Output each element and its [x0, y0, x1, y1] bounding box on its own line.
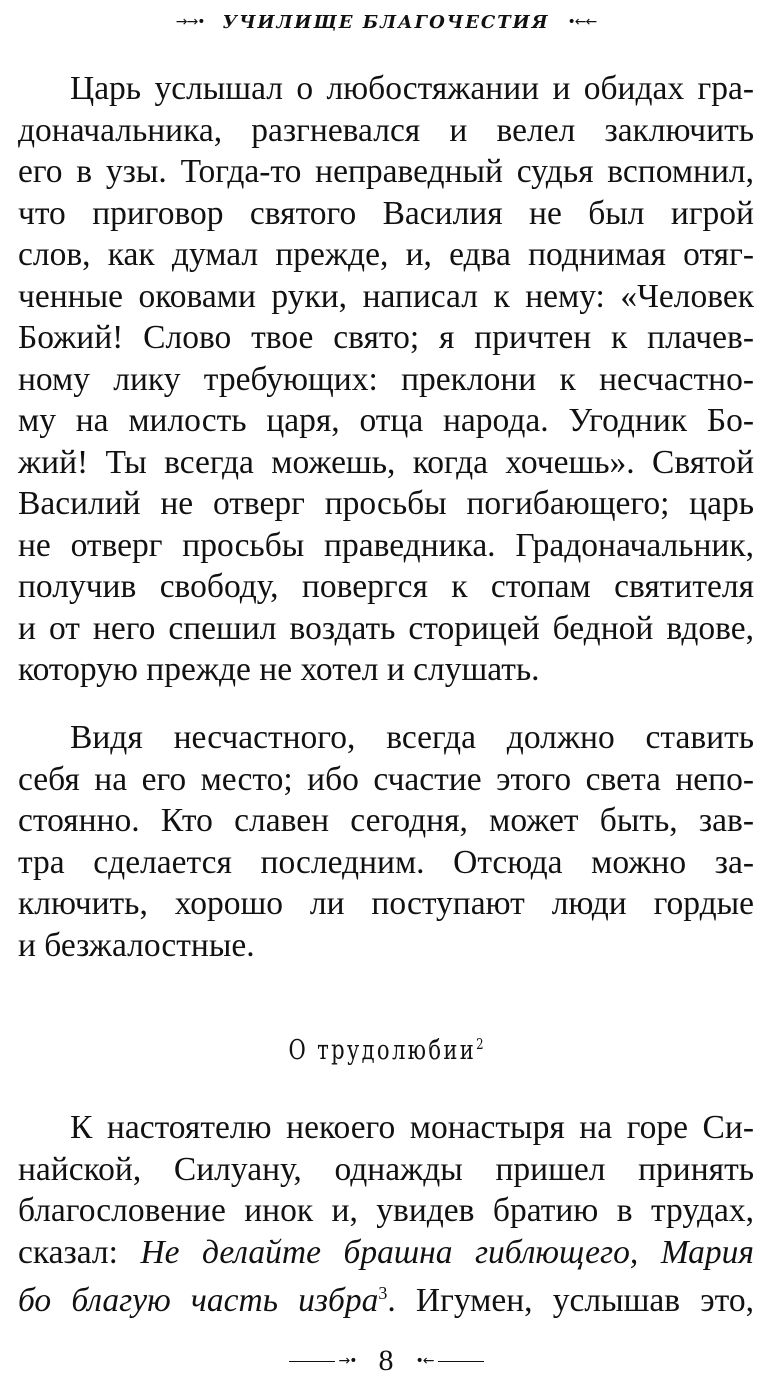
right-ornament: •←← [567, 14, 597, 30]
text-line: и безжалостные. [18, 926, 255, 964]
text-line: тра сделается последним. Отсюда можно за- [18, 843, 754, 881]
text-line: благословение инок и, увидев братию в трудах, [18, 1192, 754, 1229]
page-footer [0, 1343, 772, 1379]
text-line [18, 1232, 754, 1274]
text-line: жий! Ты всегда можешь, когда хочешь». Святой [18, 443, 754, 481]
text-line: что приговор святого Василия не был игрой [18, 194, 754, 232]
paragraph-1 [18, 68, 754, 691]
text-line: му на милость царя, отца народа. Угодник Бо- [18, 402, 754, 439]
running-header [0, 8, 772, 36]
divider-line [438, 1361, 484, 1362]
text-line: получив свободу, повергся к стопам святителя [18, 568, 754, 605]
text-line: не отверг просьбы праведника. Градоначальник, [18, 526, 754, 564]
footer-left-ornament [289, 1353, 357, 1369]
text-line: К настоятелю некоего монастыря на горе Си- [70, 1109, 754, 1146]
text-line: найской, Силуану, однажды пришел принять [18, 1150, 754, 1188]
footnote-marker: 2 [476, 1035, 484, 1053]
divider-line [289, 1361, 335, 1362]
text-line: его в узы. Тогда-то неправедный судья вспомнил, [18, 153, 754, 190]
section-heading-text: О трудолюбии [288, 1035, 477, 1066]
text-line: Видя несчастного, всегда должно ставить [70, 719, 754, 756]
footer-right-ornament [416, 1353, 484, 1369]
arrow-ornament-icon: •← [415, 1353, 434, 1369]
page-number: 8 [378, 1344, 394, 1377]
italic-quote: Не делайте брашна гиблющего, Мария [140, 1233, 754, 1271]
text-run: сказал: [18, 1233, 141, 1271]
paragraph-3 [18, 1107, 754, 1320]
text-line: Царь услышал о любостяжании и обидах гра- [70, 70, 754, 107]
text-line: которую прежде не хотел и слушать. [18, 651, 540, 688]
section-heading [85, 1035, 687, 1066]
text-line: ному лику требующих: преклони к несчастно- [18, 360, 754, 398]
text-line: себя на его место; ибо счастие этого света непо- [18, 760, 754, 798]
text-line: ключить, хорошо ли поступают люди гордые [18, 885, 754, 922]
arrow-ornament-icon: →• [338, 1353, 357, 1369]
footnote-marker: 3 [378, 1283, 388, 1303]
text-line: ченные оковами руки, написал к нему: «Человек [18, 277, 754, 315]
text-line: Василий не отверг просьбы погибающего; царь [18, 485, 754, 522]
paragraph-2 [18, 717, 754, 966]
text-line [18, 1273, 754, 1320]
text-run: . Игумен, услышав это, [387, 1282, 754, 1320]
text-line: доначальника, разгневался и велел заключить [18, 111, 754, 149]
text-line: стоянно. Кто славен сегодня, может быть, зав- [18, 802, 754, 839]
text-line: Божий! Слово твое свято; я причтен к плачев- [18, 319, 754, 356]
italic-quote: бо благую часть избра [18, 1282, 379, 1320]
text-line: и от него спешил воздать сторицей бедной вдове, [18, 609, 754, 647]
text-line: слов, как думал прежде, и, едва поднимая отяг- [18, 236, 754, 273]
running-head-title: УЧИЛИЩЕ БЛАГОЧЕСТИЯ [222, 11, 550, 33]
left-ornament: →→• [175, 14, 205, 30]
